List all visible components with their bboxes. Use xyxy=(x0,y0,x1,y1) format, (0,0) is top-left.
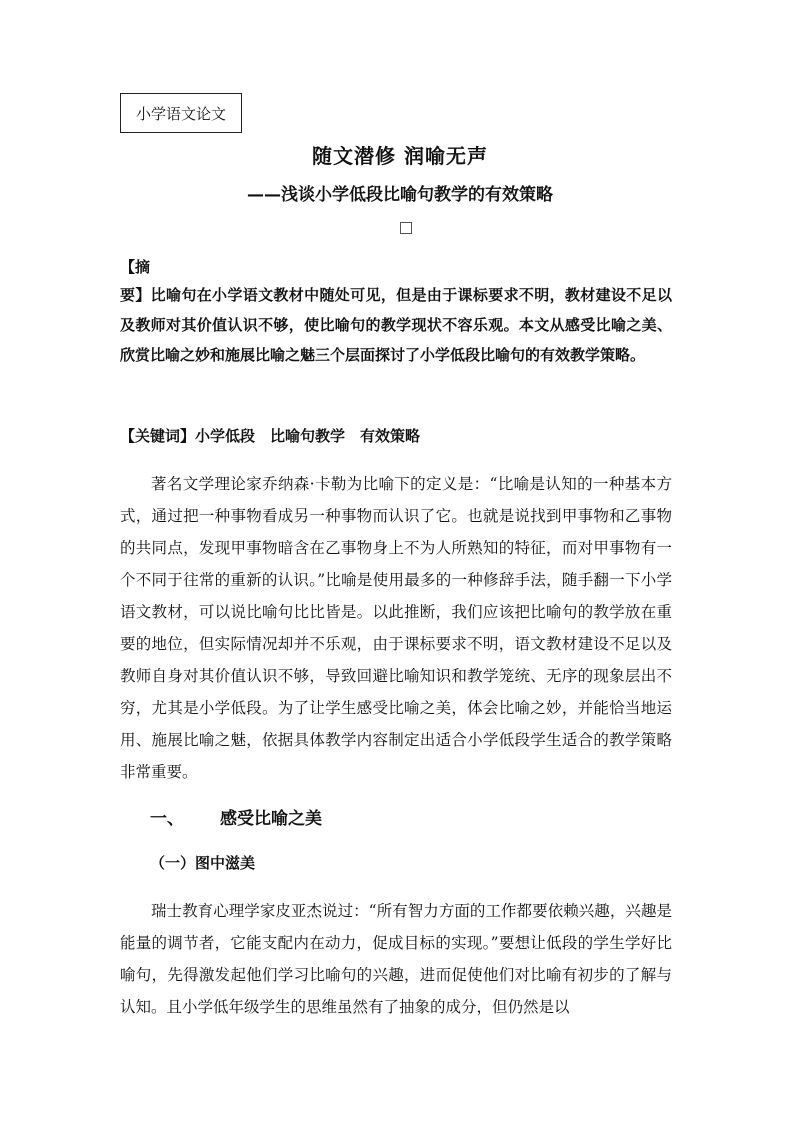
paper-subtitle: ——浅谈小学低段比喻句教学的有效策略 xyxy=(247,185,553,205)
section-heading-1 xyxy=(150,804,322,829)
section-title: 感受比喻之美 xyxy=(220,809,322,829)
subsection-heading-1: （一）图中滋美 xyxy=(150,854,256,872)
category-tag: 小学语文论文 xyxy=(120,93,242,133)
body-paragraph-2: 瑞士教育心理学家皮亚杰说过：“所有智力方面的工作都要依赖兴趣，兴趣是能量的调节者，它能支配内在动力，促成目标的实现。”要想让低段的学生学好比喻句，先得激发起他们学习比喻句的兴趣，进而促使他们对比喻有初步的了解与认知。且小学低年级学生的思维虽然有了抽象的成分，但仍然是以 xyxy=(120,902,672,1016)
body-paragraph-1: 著名文学理论家乔纳森·卡勒为比喻下的定义是：“比喻是认知的一种基本方式，通过把一种事物看成另一种事物而认识了它。也就是说找到甲事物和乙事物的共同点，发现甲事物暗含在乙事物身上不为人所熟知的特征，而对甲事物有一个不同于往常的重新的认识。”比喻是使用最多的一种修辞手法，随手翻一下小学语文教材，可以说比喻句比比皆是。以此推断，我们应该把比喻句的教学放在重要的地位，但实际情况却并不乐观，由于课标要求不明，语文教材建设不足以及教师自身对其价值认识不够，导致回避比喻知识和教学笼统、无序的现象层出不穷，尤其是小学低段。为了让学生感受比喻之美，体会比喻之妙，并能恰当地运用、施展比喻之魅，依据具体教学内容制定出适合小学低段学生适合的教学策略非常重要。 xyxy=(120,475,672,781)
keywords: 【关键词】小学低段 比喻句教学 有效策略 xyxy=(120,427,421,445)
missing-glyph-icon xyxy=(400,222,412,234)
abstract-heading: 【摘 xyxy=(120,258,151,276)
section-number: 一、 xyxy=(150,809,184,829)
abstract-body: 要】比喻句在小学语文教材中随处可见，但是由于课标要求不明，教材建设不足以及教师对其价值认识不够，使比喻句的教学现状不容乐观。本文从感受比喻之美、欣赏比喻之妙和施展比喻之魅三个层面探讨了小学低段比喻句的有效教学策略。 xyxy=(120,286,672,364)
paper-title: 随文潜修 润喻无声 xyxy=(312,144,488,168)
